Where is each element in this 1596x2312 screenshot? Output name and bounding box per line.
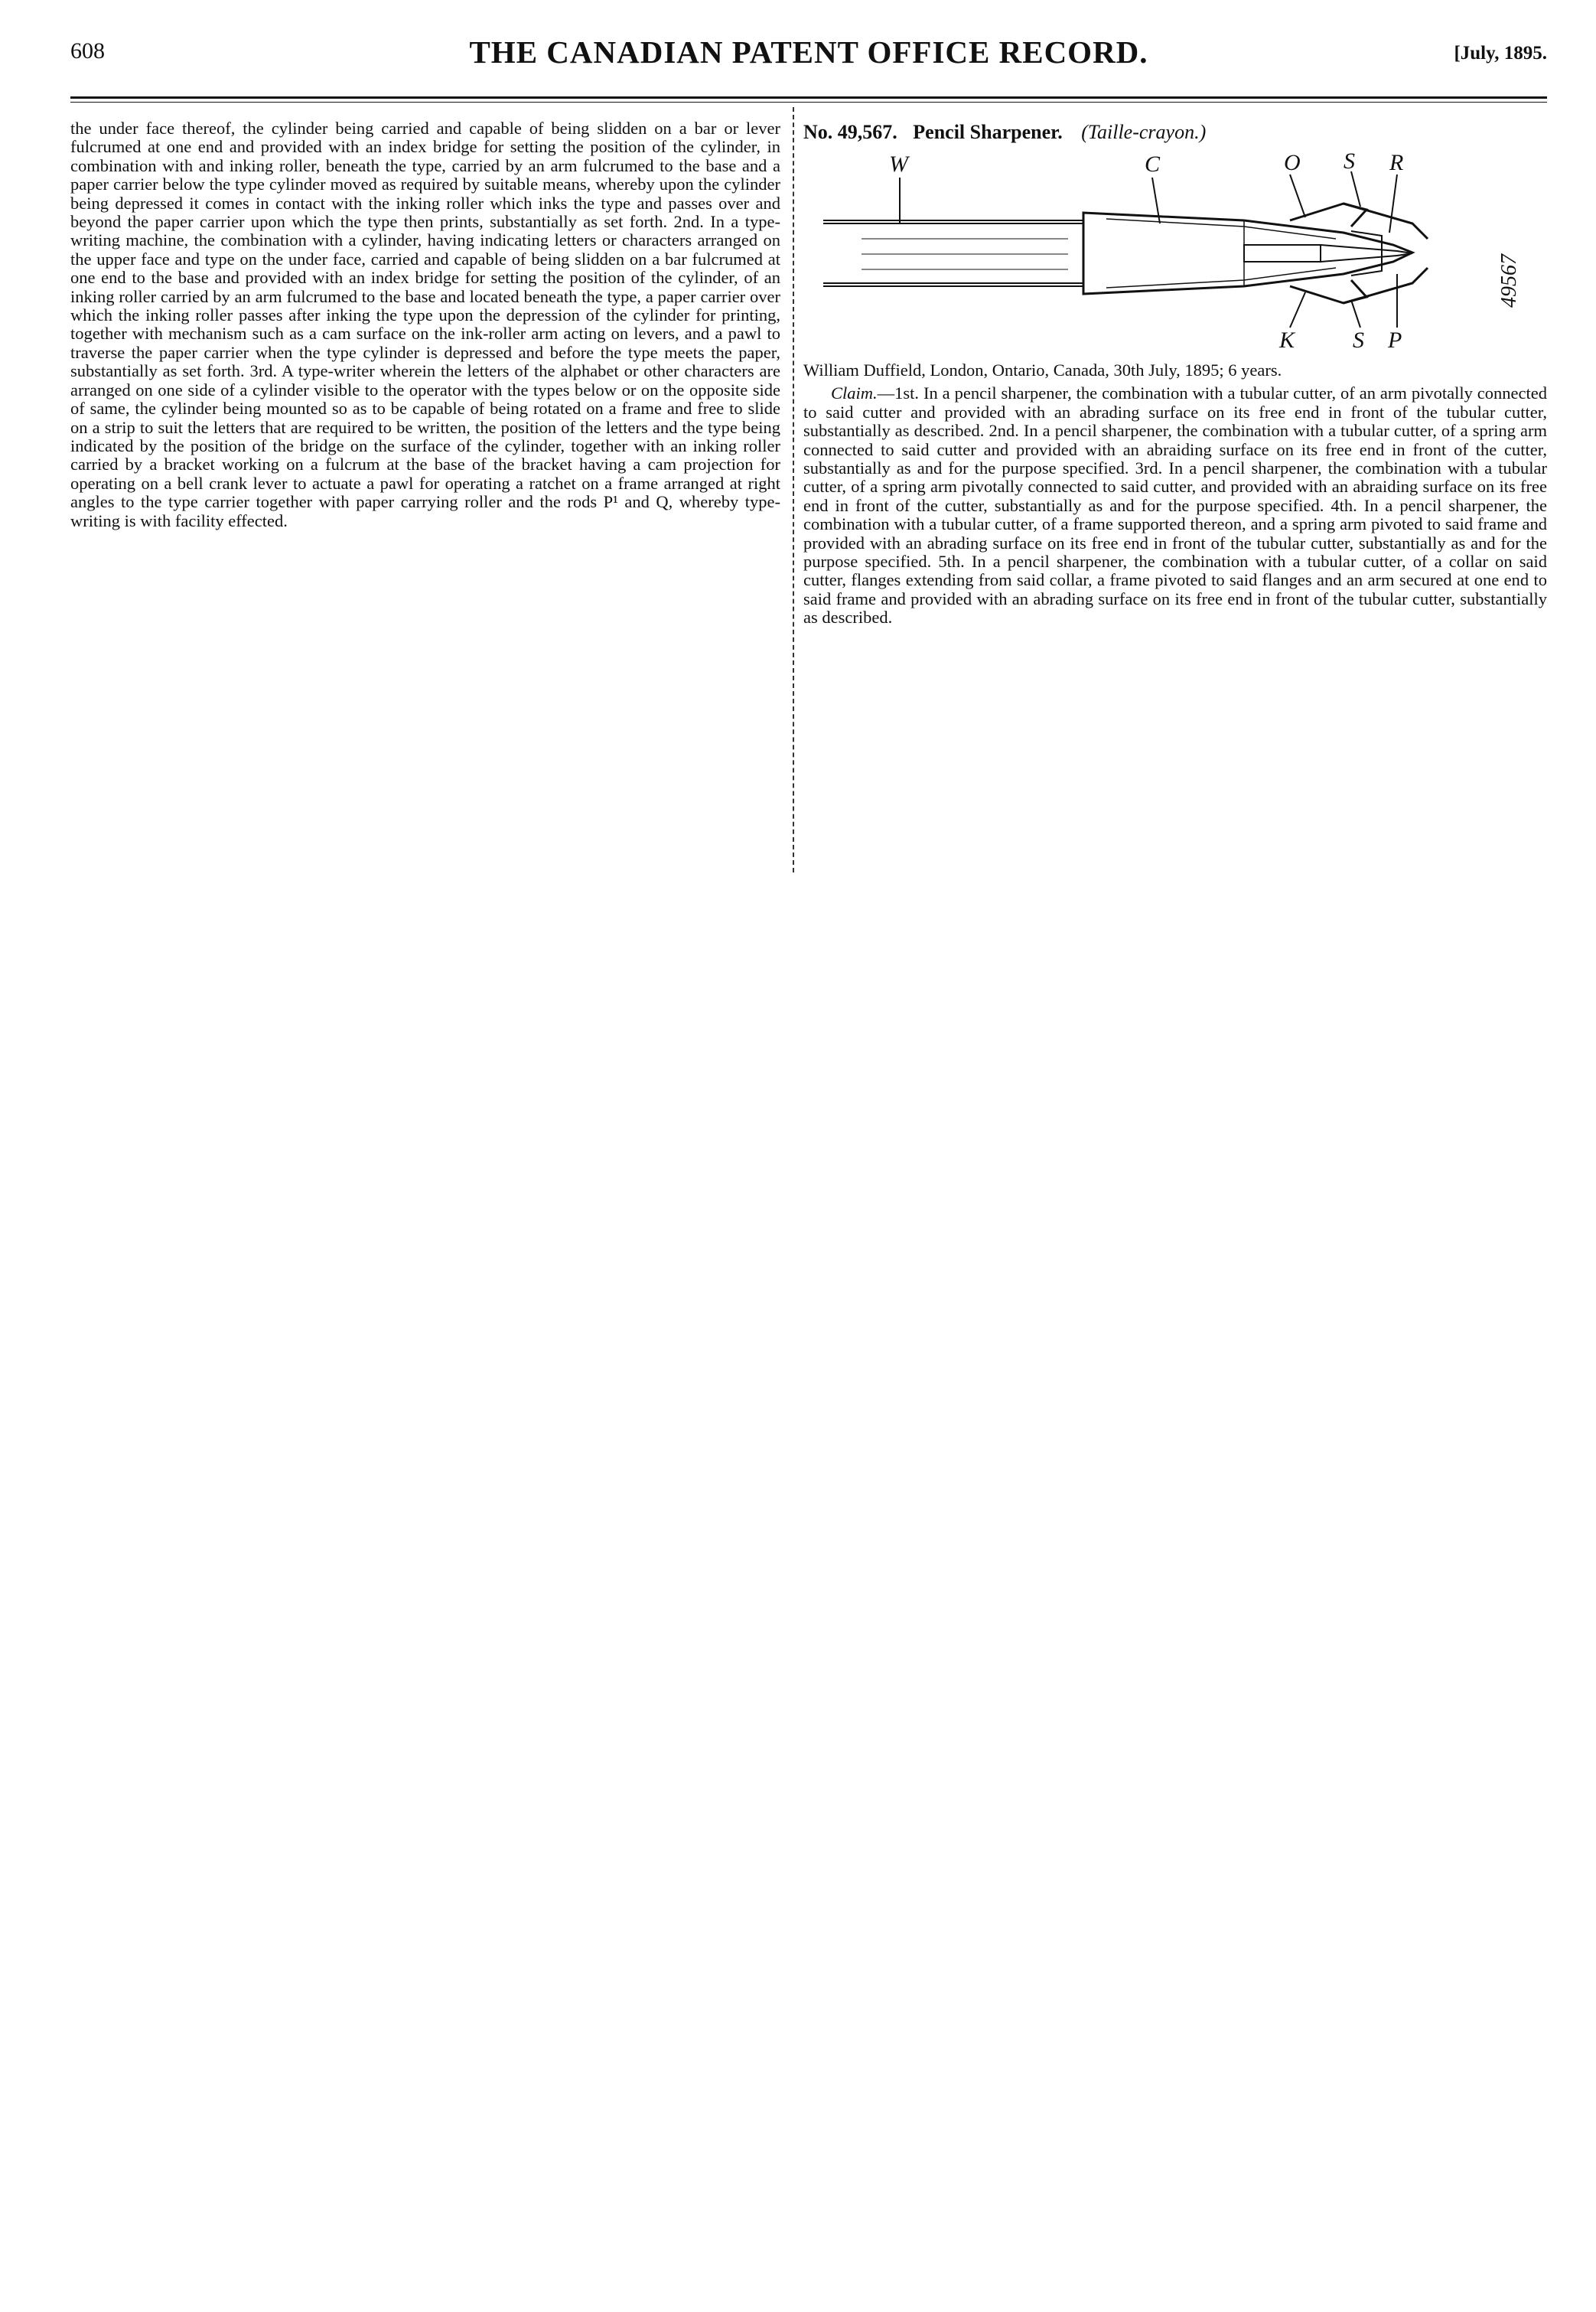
figure-label: S <box>1353 328 1364 353</box>
patent-number: No. 49,567. <box>803 121 897 143</box>
right-column <box>803 361 1547 628</box>
pencil-sharpener-figure <box>816 147 1542 354</box>
patent-title: Pencil Sharpener. <box>913 121 1063 143</box>
patent-inventor: William Duffield, London, Ontario, Canada, 30th July, 1895; 6 years. <box>803 360 1282 380</box>
page-number: 608 <box>70 38 105 64</box>
patent-title-french: (Taille-crayon.) <box>1081 121 1207 143</box>
figure-label: C <box>1145 152 1161 177</box>
claims-text: —1st. In a pencil sharpener, the combination with a tubular cutter, of an arm pivotally connected to said cutter and provided with an abrading surface on its free end in front of the tubular cutter, substantially as described. 2nd. In a pencil sharpener, the combination with a tubular cutter, of a spring arm connected to said cutter and provided with an abraiding surface on its free end in front of the cutter, substantially as and for the purpose specified. 3rd. In a pencil sharpener, the combination with a tubular cutter, of a spring arm pivotally connected to said cutter, and provided with an abraiding surface on its free end in front of the cutter, substantially as and for the purpose specified. 4th. In a pencil sharpener, the combination with a tubular cutter, of a frame supported thereon, and a spring arm pivoted to said frame and provided with an abrading surface on its free end in front of the tubular cutter, substantially as and for the purpose specified. 5th. In a pencil sharpener, the combination with a tubular cutter, of a collar on said cutter, flanges extending from said collar, a frame pivoted to said flanges and an arm secured at one end to said frame and provided with an abrading surface on its free end in front of the tubular cutter, substantially as described. <box>803 383 1547 628</box>
header-rule-thin <box>70 102 1547 103</box>
issue-date: [July, 1895. <box>1454 43 1547 64</box>
figure-label: W <box>889 152 908 177</box>
left-column <box>70 119 780 530</box>
claim-label: Claim. <box>831 383 878 403</box>
figure-label: O <box>1284 150 1301 175</box>
figure-label: S <box>1344 148 1355 174</box>
page-header <box>70 34 1547 80</box>
column-divider <box>793 107 794 872</box>
journal-title: THE CANADIAN PATENT OFFICE RECORD. <box>469 34 1148 70</box>
figure-label: P <box>1388 328 1402 353</box>
patent-heading <box>803 121 1547 144</box>
patent-claims <box>803 384 1547 627</box>
figure-label: K <box>1279 328 1295 353</box>
figure-label: R <box>1389 150 1404 175</box>
header-rule <box>70 96 1547 99</box>
left-column-text: the under face thereof, the cylinder being carried and capable of being slidden on a bar or lever fulcrumed at one end and provided with an index bridge for setting the position of the cylinder, in combination with and inking roller, beneath the type, carried by an arm fulcrumed to the base and a paper carrier below the type cylinder moved as required by suitable means, whereby upon the cylinder being depressed it comes in contact with the inking roller which inks the type and passes over and beyond the paper carrier upon which the type then prints, substantially as set forth. 2nd. In a type-writing machine, the combination with a cylinder, having indicating letters or characters arranged on the upper face and type on the under face, carried and capable of being slidden on a bar fulcrumed at one end to the base and provided with an index bridge for setting the position of the cylinder, of an inking roller carried by an arm fulcrumed to the base and located beneath the type, a paper carrier over which the inking roller passes after inking the type upon the depression of the cylinder for printing, together with mechanism such as a cam surface on the ink-roller arm acting on levers, and a pawl to traverse the paper carrier when the type cylinder is depressed and before the type meets the paper, substantially as set forth. 3rd. A type-writer wherein the letters of the alphabet or other characters are arranged on one side of a cylinder visible to the operator with the types below or on the opposite side of same, the cylinder being mounted so as to be capable of being rotated on a frame and free to slide on a strip to suit the letters that are required to be written, the position of the letters and the type being indicated by the position of the bridge on the surface of the cylinder, together with an inking roller carried by a bracket working on a fulcrum at the base of the bracket having a cam projection for operating on a bell crank lever to actuate a pawl for operating a ratchet on a frame arranged at right angles to the type carrier together with paper carrying roller and the rods P¹ and Q, whereby type-writing is with facility effected. <box>70 119 780 530</box>
figure-number: 49567 <box>1497 254 1521 308</box>
